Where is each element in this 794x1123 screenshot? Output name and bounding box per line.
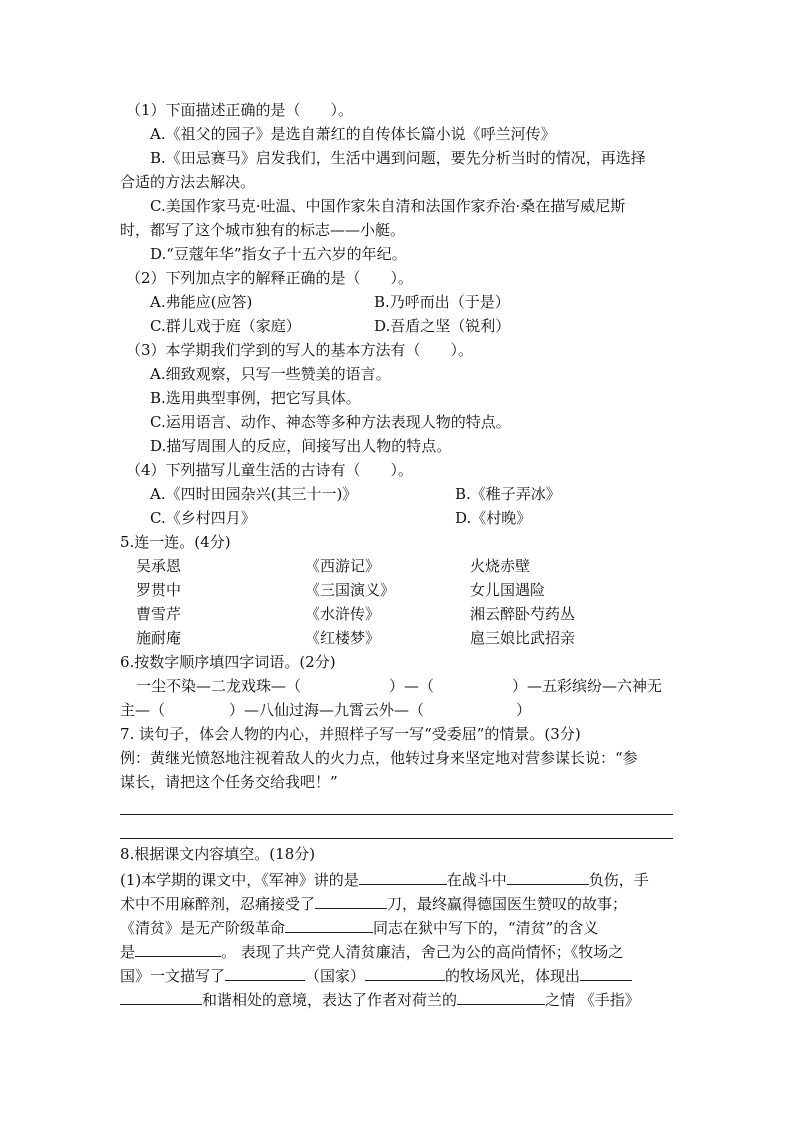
q5-author: 曹雪芹: [136, 605, 182, 623]
q6-line1: [136, 676, 662, 696]
q8-l6-text-b: 之情 《手指》: [545, 991, 640, 1009]
q8-line3: [120, 916, 598, 938]
q6-line2-text-1: 主—（: [120, 701, 166, 719]
q6-line2: [120, 700, 531, 720]
q8-line1: [120, 868, 649, 890]
q5-book: 《红楼梦》: [305, 629, 381, 647]
q4-sub3-option-c: C.运用语言、动作、神态等多种方法表现人物的特点。: [150, 413, 511, 431]
q8-line5: [120, 964, 632, 986]
q8-blank-person[interactable]: [359, 868, 447, 885]
q5-book: 《西游记》: [305, 557, 381, 575]
q8-l3-text-b: 同志在狱中写下的，“清贫”的含义: [373, 919, 599, 937]
q7-example-line1: 例：黄继光愤怒地注视着敌人的火力点，他转过身来坚定地对营参谋长说：“参: [120, 749, 638, 767]
q8-blank-meaning[interactable]: [135, 940, 221, 957]
q8-blank-harmony-a[interactable]: [580, 964, 632, 981]
q8-blank-stitches[interactable]: [315, 892, 387, 909]
q8-l5-text-c: 的牧场风光，体现出: [445, 967, 581, 985]
q8-l1-text-c: 负伤，手: [588, 871, 649, 889]
q4-sub1-stem: （1）下面描述正确的是（ ）。: [126, 101, 354, 119]
q6-line2-text-3: ）: [516, 701, 532, 719]
q5-title: 5.连一连。(4分): [120, 533, 231, 551]
q4-sub2-option-b: B.乃呼而出（于是）: [374, 293, 510, 311]
q4-sub3-option-b: B.选用典型事例，把它写具体。: [150, 389, 361, 407]
q4-sub4-stem: （4）下列描写儿童生活的古诗有（ ）。: [126, 461, 414, 479]
q8-l2-text-a: 术中不用麻醉剂，忍痛接受了: [120, 895, 316, 913]
q5-author: 吴承恩: [136, 557, 182, 575]
q7-title: 7. 读句子，体会人物的内心，并照样子写一写“受委屈”的情景。(3分): [120, 725, 581, 743]
q4-sub1-option-a: A.《祖父的园子》是选自萧红的自传体长篇小说《呼兰河传》: [150, 125, 556, 143]
q8-l5-text-a: 国》一文描写了: [120, 967, 226, 985]
q7-answer-line-2[interactable]: [120, 838, 673, 839]
q6-line2-text-2: ）—八仙过海—九霄云外—（: [229, 701, 425, 719]
q8-l3-text-a: 《清贫》是无产阶级革命: [120, 919, 286, 937]
q5-book: 《三国演义》: [305, 581, 396, 599]
q6-line1-text-2: ）—（: [389, 677, 435, 695]
q4-sub4-option-b: B.《稚子弄冰》: [455, 485, 561, 503]
q8-l6-text-a: 和谐相处的意境，表达了作者对荷兰的: [202, 991, 458, 1009]
q5-story: 女儿国遇险: [470, 581, 546, 599]
q4-sub1-option-c: C.美国作家马克·吐温、中国作家朱自清和法国作家乔治·桑在描写威尼斯: [150, 197, 626, 215]
q5-story: 湘云醉卧芍药丛: [470, 605, 576, 623]
q4-sub3-option-d: D.描写周围人的反应，间接写出人物的特点。: [150, 437, 452, 455]
q4-sub3-stem: （3）本学期我们学到的写人的基本方法有（ ）。: [126, 341, 474, 359]
q5-story: 扈三娘比武招亲: [470, 629, 576, 647]
q8-title: 8.根据课文内容填空。(18分): [120, 845, 316, 863]
q5-author: 施耐庵: [136, 629, 182, 647]
q4-sub2-option-a: A.弗能应(应答): [150, 293, 253, 311]
q8-l4-text-b: 。 表现了共产党人清贫廉洁，舍己为公的高尚情怀；《牧场之: [221, 943, 624, 961]
q7-example-line2: 谋长，请把这个任务交给我吧！”: [120, 773, 338, 791]
q4-sub3-option-a: A.细致观察，只写一些赞美的语言。: [150, 365, 391, 383]
q8-l2-text-b: 刀，最终赢得德国医生赞叹的故事；: [387, 895, 628, 913]
q4-sub4-option-a: A.《四时田园杂兴(其三十一)》: [150, 485, 358, 503]
q5-book: 《水浒传》: [305, 605, 381, 623]
q4-sub2-option-c: C.群儿戏于庭（家庭）: [150, 317, 301, 335]
q4-sub1-option-b: B.《田忌赛马》启发我们，生活中遇到问题，要先分析当时的情况，再选择: [150, 149, 646, 167]
q6-line1-text-3: ）—五彩缤纷—六神无: [512, 677, 663, 695]
q4-sub1-option-b-cont: 合适的方法去解决。: [120, 173, 256, 191]
q4-sub1-option-c-cont: 时，都写了这个城市独有的标志——小艇。: [120, 221, 406, 239]
q8-blank-body-part[interactable]: [507, 868, 589, 885]
q6-line1-text-1: 一尘不染—二龙戏珠—（: [136, 677, 302, 695]
q5-story: 火烧赤壁: [470, 557, 531, 575]
q8-blank-place[interactable]: [365, 964, 445, 981]
q4-sub4-option-c: C.《乡村四月》: [150, 509, 256, 527]
q7-answer-line-1[interactable]: [120, 814, 673, 815]
q8-line6: [120, 988, 640, 1010]
q5-author: 罗贯中: [136, 581, 182, 599]
q4-sub1-option-d: D.“豆蔻年华”指女子十五六岁的年纪。: [150, 245, 407, 263]
q8-line2: [120, 892, 627, 914]
q6-title: 6.按数字顺序填四字词语。(2分): [120, 653, 336, 671]
q8-blank-country[interactable]: [225, 964, 305, 981]
q8-blank-feeling[interactable]: [457, 988, 545, 1005]
q4-sub2-stem: （2）下列加点字的解释正确的是（ ）。: [126, 269, 414, 287]
q4-sub2-option-d: D.吾盾之坚（锐利）: [374, 317, 511, 335]
q8-line4: [120, 940, 623, 962]
q8-blank-harmony-b[interactable]: [120, 988, 202, 1005]
q8-l5-text-b: （国家）: [305, 967, 366, 985]
q4-sub4-option-d: D.《村晚》: [455, 509, 532, 527]
q8-l4-text-a: 是: [120, 943, 136, 961]
q8-l1-text-a: (1)本学期的课文中，《军神》讲的是: [120, 871, 359, 889]
q8-blank-revolutionary[interactable]: [285, 916, 373, 933]
q8-l1-text-b: 在战斗中: [446, 871, 507, 889]
